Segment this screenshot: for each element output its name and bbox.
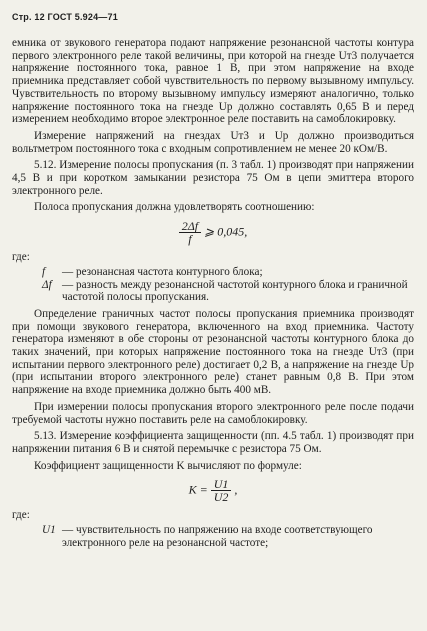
formula-tail: , — [234, 482, 238, 497]
definition-text: — резонансная частота контурного блока; — [62, 265, 263, 278]
document-body — [12, 37, 414, 550]
definition-text: — чувствительность по напряжению на входе соответствующего электронного реле на резонансной частоте; — [62, 524, 373, 549]
definition-item — [42, 266, 414, 279]
definition-symbol: f — [42, 265, 46, 278]
formula-relation: ⩾ 0,045, — [204, 224, 248, 239]
where-label: где: — [12, 509, 30, 522]
paragraph: Коэффициент защищенности K вычисляют по формуле: — [34, 459, 302, 472]
fraction — [179, 220, 201, 245]
fraction-denominator: f — [188, 232, 192, 247]
paragraph: 5.13. Измерение коэффициента защищенности (пп. 4.5 табл. 1) производят при напряжении питания 6 В и снятой перемычке с резистора 75 Ом. — [12, 430, 414, 455]
paragraph: При измерении полосы пропускания второго электронного реле после подачи требуемой частоты нужно поставить реле на самоблокировку. — [12, 400, 414, 426]
paragraph: Измерение напряжений на гнездах Uт3 и Uр должно производиться вольтметром постоянного тока с входным сопротивлением не менее 20 кОм/В. — [12, 129, 414, 155]
fraction-numerator: 2Δf — [179, 220, 201, 233]
definition-item — [42, 524, 414, 549]
paragraph: Полоса пропускания должна удовлетворять соотношению: — [34, 201, 315, 214]
definition-symbol: Δf — [42, 278, 52, 291]
where-label: где: — [12, 251, 30, 264]
formula-protection-coefficient — [12, 478, 414, 503]
fraction-numerator: U1 — [211, 478, 232, 491]
definition-item — [42, 279, 414, 304]
fraction — [211, 478, 232, 503]
formula-lhs: K = — [188, 482, 208, 497]
paragraph: 5.12. Измерение полосы пропускания (п. 3 табл. 1) производят при напряжении 4,5 В и при коротком замыкании резистора 75 Ом в цепи эмиттера второго электронного реле. — [12, 159, 414, 197]
formula-bandwidth — [12, 220, 414, 245]
fraction-denominator: U2 — [213, 490, 229, 505]
paragraph: Определение граничных частот полосы пропускания приемника производят при помощи звукового генератора, включенного на вход приемника. Частоту генератора изменяют в обе стороны от резонансной частоты контурного блока до таких значений, при которых напряжение постоянного тока на гнезде Uт3 (при испытании первого электронного реле) достигает 0,2 В, а напряжение на гнезде Uр (при испытании второго электронного реле) станет равным 0,8 В. При этом напряжение на входе приемника должно быть 400 мВ. — [12, 307, 414, 397]
page-header: Стр. 12 ГОСТ 5.924—71 — [12, 12, 118, 22]
definition-text: — разность между резонансной частотой контурного блока и граничной частотой полосы пропускания. — [62, 278, 408, 304]
definition-symbol: U1 — [42, 524, 56, 537]
paragraph: емника от звукового генератора подают напряжение резонансной частоты контура первого электронного реле такой величины, при которой на гнезде Uт3 получается напряжение постоянного тока, равное 1 В, при этом напряжение на входе приемника представляет собой чувствительность по первому вызывному импульсу. Чувствительность по второму вызывному импульсу измеряют аналогично, только напряжение постоянного тока на гнезде Uр должно составлять 0,65 В и перед измерением необходимо второе электронное реле поставить на самоблокировку. — [12, 37, 414, 126]
